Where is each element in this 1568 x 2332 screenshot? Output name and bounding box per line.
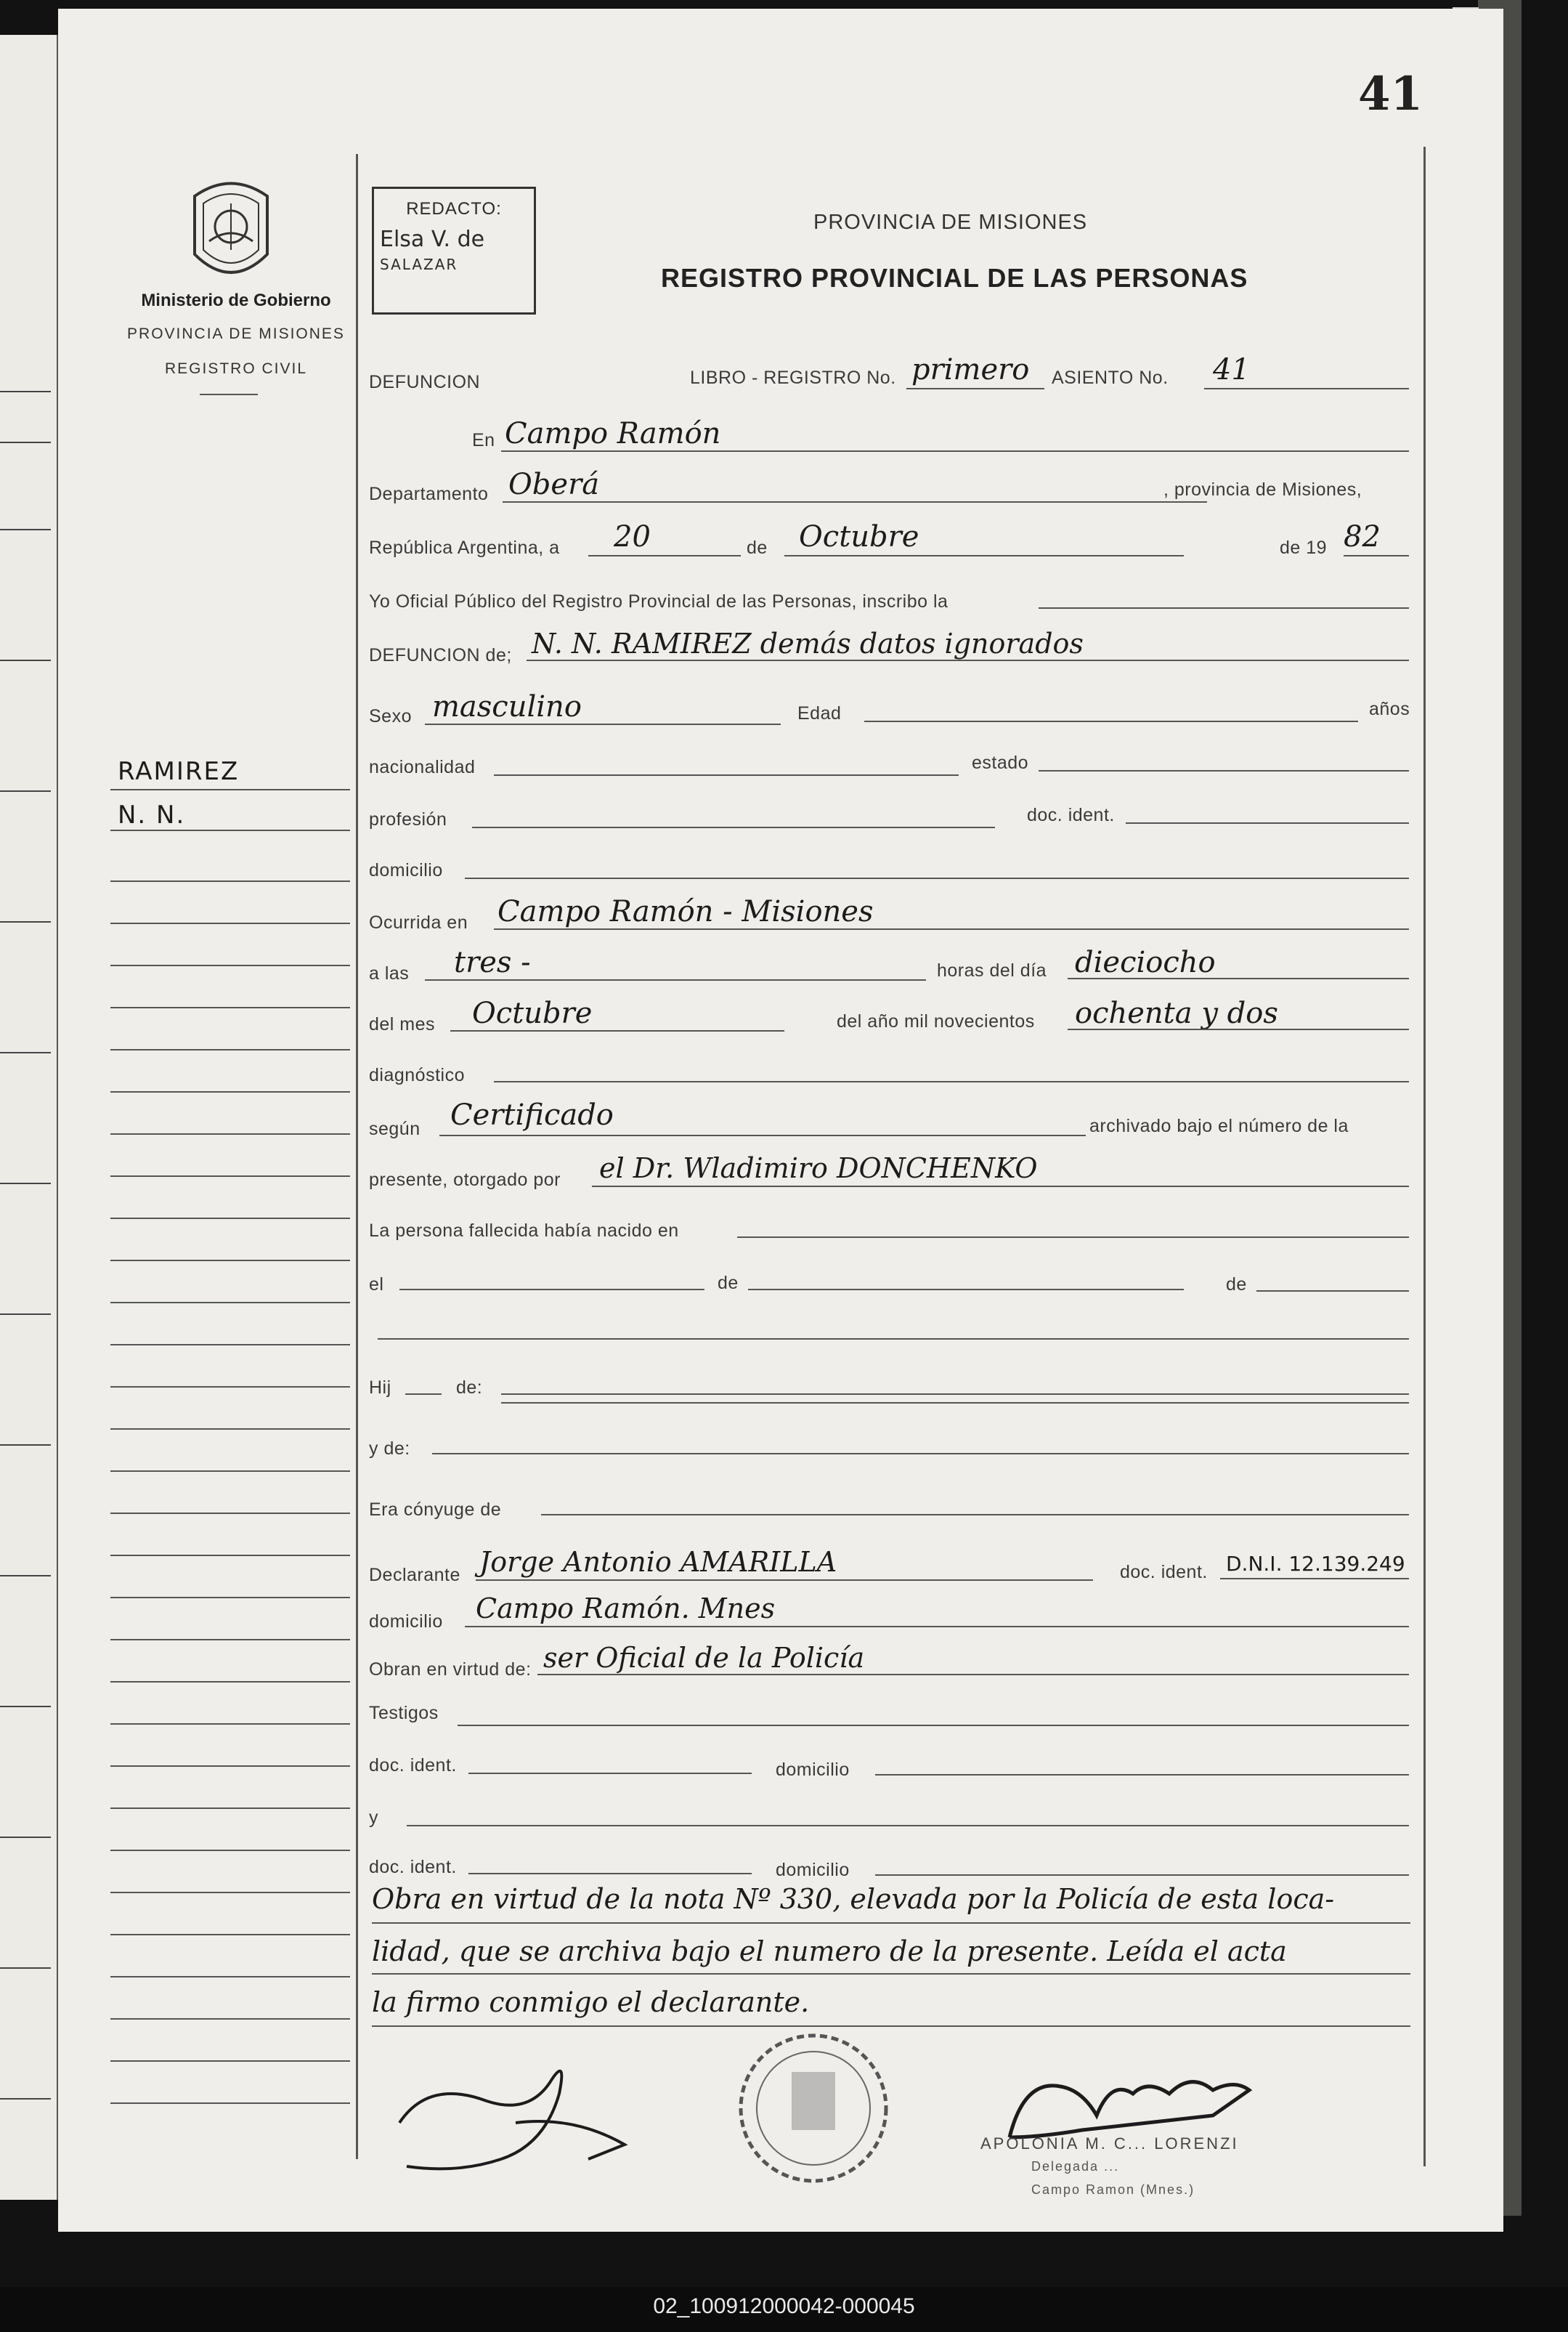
- de-label-2: de: [718, 1273, 739, 1293]
- left-page-rule: [0, 1444, 51, 1446]
- margin-rule: [110, 1639, 350, 1640]
- margin-surname: RAMIREZ: [118, 757, 240, 786]
- note-line-3: la firmo conmigo el declarante.: [372, 1986, 810, 2018]
- edad-rule: [864, 721, 1358, 722]
- estado-label: estado: [972, 753, 1029, 773]
- ministry-province: PROVINCIA DE MISIONES: [127, 325, 345, 342]
- segun-rule: [439, 1135, 1086, 1136]
- margin-rule: [110, 1091, 350, 1093]
- stamp-title: Delegada ...: [1031, 2159, 1120, 2174]
- ministry-underline: [200, 394, 258, 395]
- nacido-rule: [737, 1236, 1409, 1238]
- hij-de-rule: [501, 1393, 1409, 1395]
- obran-value: ser Oficial de la Policía: [543, 1642, 865, 1674]
- provincial-seal-icon: [180, 174, 282, 291]
- anos-label: años: [1369, 699, 1410, 719]
- oficial-rule: [1039, 607, 1409, 609]
- declarante-doc-value: D.N.I. 12.139.249: [1226, 1552, 1405, 1576]
- margin-rule: [110, 1175, 350, 1177]
- right-border: [1423, 147, 1426, 2166]
- conyuge-label: Era cónyuge de: [369, 1499, 502, 1520]
- stamp-name: APOLONIA M. C... LORENZI: [980, 2134, 1239, 2153]
- domicilio-label: domicilio: [369, 860, 443, 880]
- libro-value: primero: [911, 353, 1030, 386]
- de19-label: de 19: [1280, 538, 1328, 558]
- sexo-value: masculino: [432, 690, 582, 724]
- hij-label: Hij: [369, 1377, 391, 1398]
- presente-rule: [592, 1186, 1409, 1187]
- margin-rule: [110, 1470, 350, 1472]
- declarante-domicilio-rule: [465, 1626, 1409, 1627]
- ministry-name: Ministerio de Gobierno: [141, 291, 331, 310]
- margin-rule: [110, 1597, 350, 1598]
- margin-rule: [110, 1807, 350, 1809]
- testigo1-domicilio-label: domicilio: [776, 1760, 850, 1780]
- libro-rule: [906, 388, 1044, 389]
- left-page-rule: [0, 1575, 51, 1576]
- margin-rule: [110, 1976, 350, 1977]
- header-province: PROVINCIA DE MISIONES: [813, 211, 1088, 234]
- conyuge-rule: [541, 1514, 1409, 1515]
- republica-label: República Argentina, a: [369, 538, 560, 558]
- declarante-label: Declarante: [369, 1565, 460, 1585]
- left-page-rule: [0, 660, 51, 661]
- doc-ident-label: doc. ident.: [1027, 805, 1115, 825]
- year-rule: [1344, 555, 1409, 556]
- asiento-rule: [1204, 388, 1409, 389]
- left-page-rule: [0, 442, 51, 443]
- declarante-value: Jorge Antonio AMARILLA: [479, 1546, 837, 1578]
- asiento-value: 41: [1213, 353, 1250, 386]
- en-value: Campo Ramón: [505, 417, 721, 450]
- margin-rule: [110, 1428, 350, 1430]
- de-label: de: [747, 538, 768, 558]
- left-page-rule: [0, 529, 51, 530]
- margin-rule: [110, 1344, 350, 1345]
- departamento-value: Oberá: [508, 468, 600, 501]
- ocurrida-value: Campo Ramón - Misiones: [497, 895, 874, 928]
- testigos-label: Testigos: [369, 1703, 439, 1723]
- note-line-1: Obra en virtud de la nota Nº 330, elevada por la Policía de esta loca-: [372, 1883, 1335, 1915]
- margin-rule: [110, 1765, 350, 1767]
- diagnostico-label: diagnóstico: [369, 1065, 465, 1085]
- libro-label: LIBRO - REGISTRO No.: [690, 368, 896, 388]
- provincia-label: , provincia de Misiones,: [1163, 479, 1362, 500]
- hij-rule: [405, 1393, 442, 1395]
- day-rule: [588, 555, 741, 556]
- margin-rule: [110, 965, 350, 966]
- note-rule: [372, 2025, 1410, 2027]
- margin-rule: [110, 880, 350, 882]
- profesion-label: profesión: [369, 809, 447, 830]
- left-page-rule: [0, 1313, 51, 1315]
- left-page-rule: [0, 1183, 51, 1184]
- page-number: 41: [1358, 67, 1423, 121]
- year-value: 82: [1344, 520, 1381, 554]
- doc-ident-rule: [1126, 822, 1409, 824]
- edad-label: Edad: [797, 703, 842, 724]
- del-mes-label: del mes: [369, 1014, 436, 1035]
- margin-rule: [110, 1386, 350, 1388]
- margin-rule: [110, 789, 350, 790]
- testigo2-domicilio-label: domicilio: [776, 1860, 850, 1880]
- declarante-domicilio-label: domicilio: [369, 1611, 443, 1632]
- ocurrida-rule: [494, 928, 1409, 930]
- declarant-signature-icon: [385, 2036, 690, 2181]
- horas-rule: [1068, 978, 1409, 979]
- de-colon-label: de:: [456, 1377, 483, 1398]
- de-rule-3: [1256, 1290, 1409, 1292]
- redacto-box: [372, 187, 536, 315]
- ano-mil-value: ochenta y dos: [1075, 997, 1278, 1030]
- presente-label: presente, otorgado por: [369, 1170, 561, 1190]
- a-las-rule: [425, 979, 926, 981]
- declarante-doc-rule: [1220, 1578, 1409, 1579]
- note-line-2: lidad, que se archiva bajo el numero de la presente. Leída el acta: [372, 1935, 1287, 1967]
- left-page-rule: [0, 790, 51, 792]
- obran-rule: [537, 1674, 1409, 1675]
- blank-rule: [378, 1338, 1409, 1340]
- defuncion-de-value: N. N. RAMIREZ demás datos ignorados: [532, 628, 1084, 660]
- testigo1-domicilio-rule: [875, 1774, 1409, 1776]
- margin-rule: [110, 1049, 350, 1050]
- sexo-rule: [425, 724, 781, 725]
- testigos-rule: [458, 1725, 1409, 1726]
- obran-label: Obran en virtud de:: [369, 1659, 532, 1680]
- left-adjacent-page: [0, 35, 59, 2200]
- departamento-rule: [503, 501, 1207, 503]
- testigo2-domicilio-rule: [875, 1874, 1409, 1876]
- margin-rule: [110, 1850, 350, 1851]
- diagnostico-rule: [494, 1081, 1409, 1082]
- segun-label: según: [369, 1119, 421, 1139]
- margin-rule: [110, 2018, 350, 2020]
- testigo1-doc-label: doc. ident.: [369, 1755, 457, 1776]
- nacido-label: La persona fallecida había nacido en: [369, 1220, 679, 1241]
- declarante-domicilio-value: Campo Ramón. Mnes: [476, 1592, 776, 1624]
- declarante-rule: [476, 1579, 1093, 1581]
- del-mes-rule: [450, 1030, 784, 1032]
- left-page-rule: [0, 1706, 51, 1707]
- margin-rule: [110, 1723, 350, 1725]
- ano-mil-rule: [1068, 1029, 1409, 1030]
- note-rule: [372, 1973, 1410, 1975]
- official-stamp-icon: [734, 2028, 893, 2188]
- redacto-name-line1: Elsa V. de: [380, 227, 485, 252]
- stamp-location: Campo Ramon (Mnes.): [1031, 2182, 1195, 2197]
- margin-rule: [110, 1007, 350, 1008]
- day-value: 20: [614, 520, 651, 554]
- left-page-rule: [0, 1967, 51, 1969]
- left-page-rule: [0, 921, 51, 923]
- margin-rule: [110, 1218, 350, 1219]
- presente-value: el Dr. Wladimiro DONCHENKO: [599, 1152, 1038, 1184]
- asiento-label: ASIENTO No.: [1052, 368, 1169, 388]
- margin-rule: [110, 1260, 350, 1261]
- y-rule: [407, 1825, 1409, 1826]
- image-identifier: 02_100912000042-000045: [653, 2294, 915, 2318]
- departamento-label: Departamento: [369, 484, 489, 504]
- left-page-rule: [0, 1837, 51, 1838]
- ministry-registry: REGISTRO CIVIL: [164, 360, 308, 377]
- month-rule: [784, 555, 1184, 556]
- register-page: [58, 9, 1503, 2232]
- left-page-rule: [0, 391, 51, 392]
- nacionalidad-rule: [494, 774, 959, 776]
- margin-rule: [110, 2102, 350, 2104]
- margin-rule: [110, 830, 350, 831]
- margin-rule: [110, 1302, 350, 1303]
- declarante-doc-label: doc. ident.: [1120, 1562, 1208, 1582]
- el-label: el: [369, 1274, 384, 1295]
- testigo2-doc-label: doc. ident.: [369, 1857, 457, 1877]
- margin-rule: [110, 1892, 350, 1893]
- domicilio-rule: [465, 878, 1409, 879]
- margin-rule: [110, 1555, 350, 1556]
- left-page-rule: [0, 2098, 51, 2100]
- horas-value: dieciocho: [1075, 946, 1216, 979]
- de-label-3: de: [1226, 1274, 1247, 1295]
- profesion-rule: [472, 827, 995, 828]
- defuncion-de-rule: [527, 660, 1409, 661]
- el-rule: [399, 1289, 704, 1290]
- a-las-label: a las: [369, 963, 410, 984]
- de-rule-2: [748, 1289, 1184, 1290]
- nacionalidad-label: nacionalidad: [369, 757, 476, 777]
- archivado-label: archivado bajo el número de la: [1089, 1116, 1349, 1136]
- testigo1-doc-rule: [468, 1773, 752, 1774]
- y-de-label: y de:: [369, 1438, 410, 1459]
- y-label: y: [369, 1807, 378, 1828]
- a-las-value: tres -: [454, 946, 531, 979]
- margin-rule: [110, 923, 350, 924]
- oficial-text: Yo Oficial Público del Registro Provincial de las Personas, inscribo la: [369, 591, 948, 612]
- left-page-rule: [0, 1052, 51, 1053]
- defuncion-label: DEFUNCION: [369, 372, 481, 392]
- en-rule: [501, 450, 1409, 452]
- margin-rule: [110, 1681, 350, 1683]
- del-mes-value: Octubre: [472, 997, 593, 1030]
- redacto-label: REDACTO:: [406, 199, 502, 219]
- margin-rule: [110, 1133, 350, 1135]
- note-rule: [372, 1922, 1410, 1924]
- segun-value: Certificado: [450, 1098, 614, 1132]
- redacto-name-line2: SALAZAR: [380, 256, 458, 273]
- margin-given-name: N. N.: [118, 801, 186, 830]
- header-registry: REGISTRO PROVINCIAL DE LAS PERSONAS: [661, 263, 1248, 293]
- testigo2-doc-rule: [468, 1873, 752, 1874]
- defuncion-de-label: DEFUNCION de;: [369, 645, 512, 665]
- en-label: En: [472, 430, 495, 450]
- margin-rule: [110, 2060, 350, 2062]
- estado-rule: [1039, 770, 1409, 772]
- hij-de-rule-2: [501, 1402, 1409, 1404]
- ocurrida-label: Ocurrida en: [369, 912, 468, 933]
- horas-label: horas del día: [937, 960, 1047, 981]
- margin-rule: [110, 1934, 350, 1935]
- y-de-rule: [432, 1453, 1409, 1454]
- month-value: Octubre: [799, 520, 919, 554]
- margin-rule: [110, 1513, 350, 1514]
- margin-divider: [356, 154, 358, 2159]
- sexo-label: Sexo: [369, 706, 412, 726]
- ano-mil-label: del año mil novecientos: [837, 1011, 1035, 1032]
